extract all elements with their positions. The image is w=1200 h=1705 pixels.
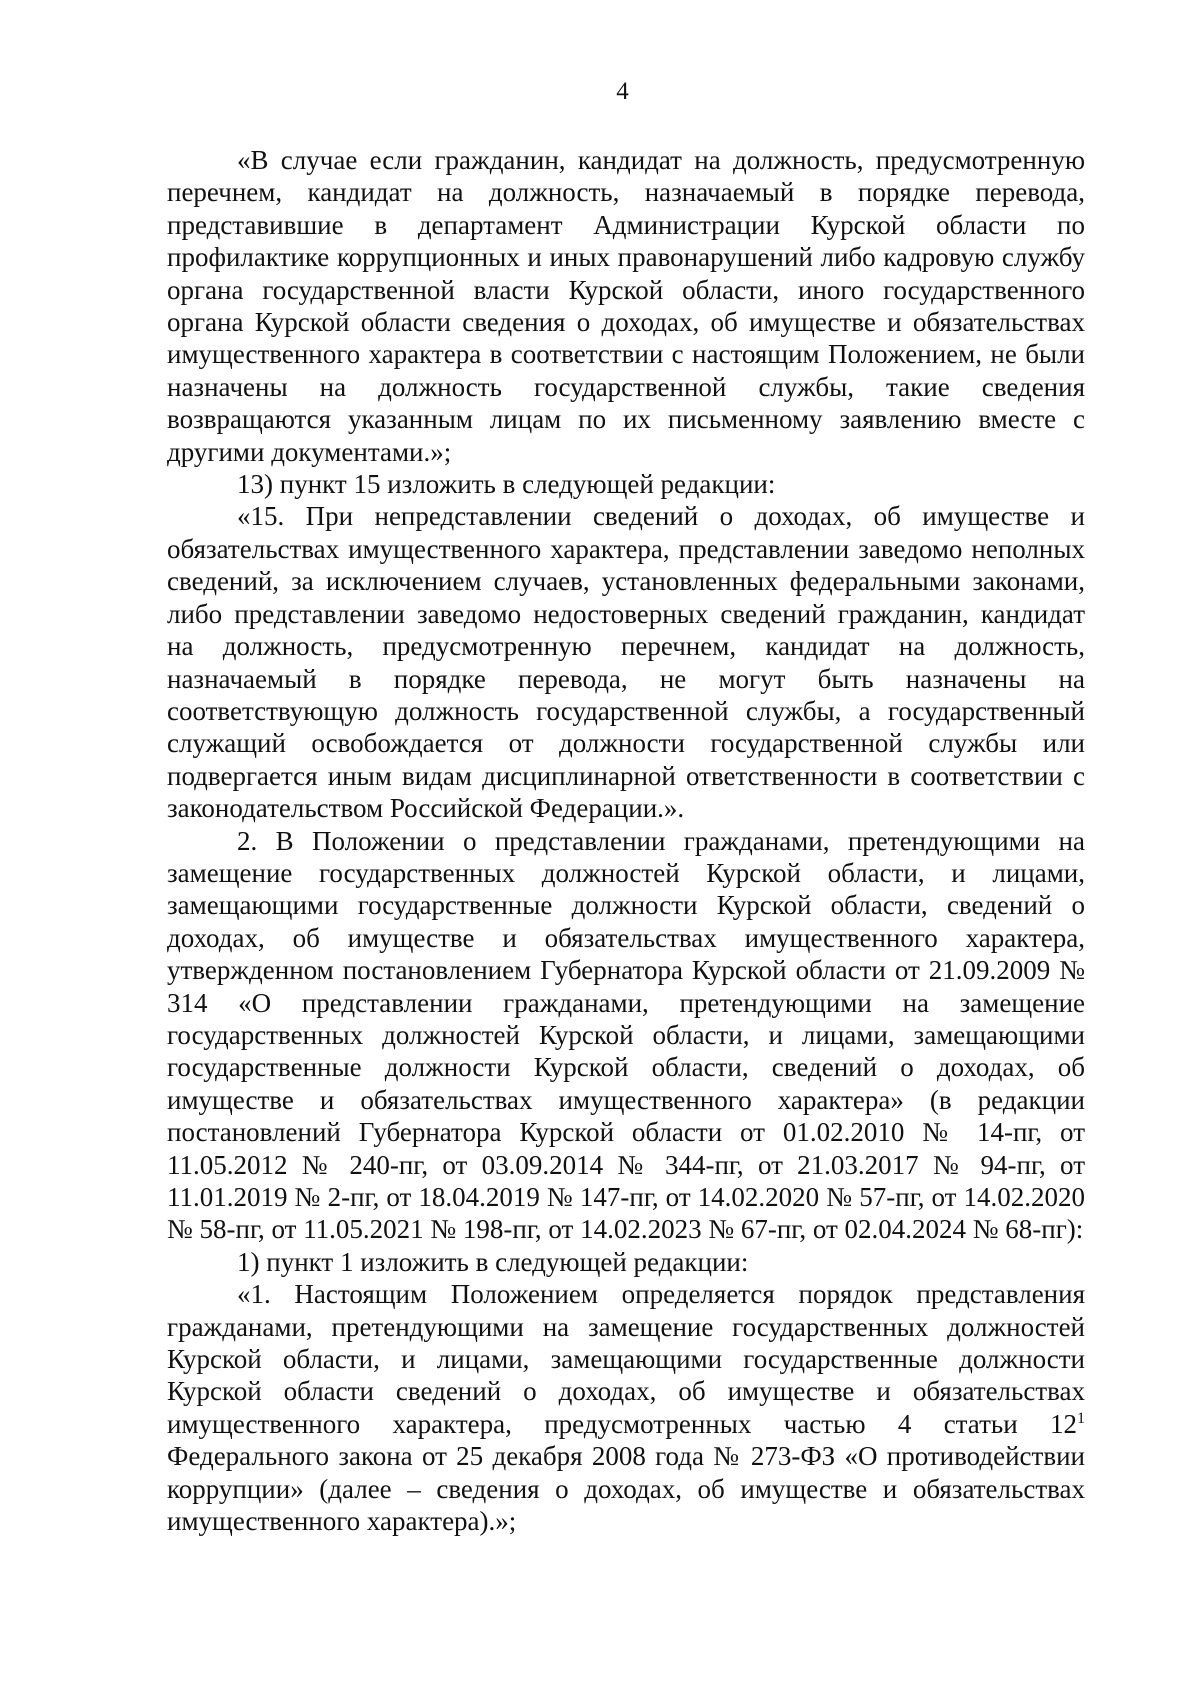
paragraph-point-1 [167,1278,1085,1537]
page-number: 4 [616,78,629,105]
paragraph-section-2: 2. В Положении о представлении гражданами, претендующими на замещение государственных должностей Курской области, и лицами, замещающими государственные должности Курской области, сведений о доходах, об имуществе и обязательствах имущественного характера, утвержденном постановлением Губернатора Курской области от 21.09.2009 № 314 «О представлении гражданами, претендующими на замещение государственных должностей Курской области, и лицами, замещающими государственные должности Курской области, сведений о доходах, об имуществе и обязательствах имущественного характера» (в редакции постановлений Губернатора Курской области от 01.02.2010 № 14-пг, от 11.05.2012 № 240-пг, от 03.09.2014 № 344-пг, от 21.03.2017 № 94-пг, от 11.01.2019 № 2-пг, от 18.04.2019 № 147-пг, от 14.02.2020 № 57-пг, от 14.02.2020 № 58-пг, от 11.05.2021 № 198-пг, от 14.02.2023 № 67-пг, от 02.04.2024 № 68-пг): [167,825,1085,1245]
document-body [167,144,1085,1537]
point-1-text-end: Федерального закона от 25 декабря 2008 года № 273-ФЗ «О противодействии коррупции» (далее – сведения о доходах, об имуществе и обязательствах имущественного характера).»; [167,1441,1085,1537]
article-superscript: 1 [1077,1409,1085,1427]
point-1-text-start: «1. Настоящим Положением определяется порядок представления гражданами, претендующими на замещение государственных должностей Курской области, и лицами, замещающими государственные должности Курской области сведений о доходах, об имуществе и обязательствах имущественного характера, предусмотренных частью 4 статьи 12 [167,1279,1085,1439]
paragraph-item-1: 1) пункт 1 изложить в следующей редакции: [237,1246,749,1277]
paragraph-point-15: «15. При непредставлении сведений о доходах, об имуществе и обязательствах имущественного характера, представлении заведомо неполных сведений, за исключением случаев, установленных федеральными законами, либо представлении заведомо недостоверных сведений гражданин, кандидат на должность, предусмотренную перечнем, кандидат на должность, назначаемый в порядке перевода, не могут быть назначены на соответствующую должность государственной службы, а государственный служащий освобождается от должности государственной службы или подвергается иным видам дисциплинарной ответственности в соответствии с законодательством Российской Федерации.». [167,501,1085,824]
paragraph-returned-documents: «В случае если гражданин, кандидат на должность, предусмотренную перечнем, кандидат на должность, назначаемый в порядке перевода, представившие в департамент Администрации Курской области по профилактике коррупционных и иных правонарушений либо кадровую службу органа государственной власти Курской области, иного государственного органа Курской области сведения о доходах, об имуществе и обязательствах имущественного характера в соответствии с настоящим Положением, не были назначены на должность государственной службы, такие сведения возвращаются указанным лицам по их письменному заявлению вместе с другими документами.»; [167,145,1085,467]
paragraph-item-13: 13) пункт 15 изложить в следующей редакции: [237,469,776,500]
